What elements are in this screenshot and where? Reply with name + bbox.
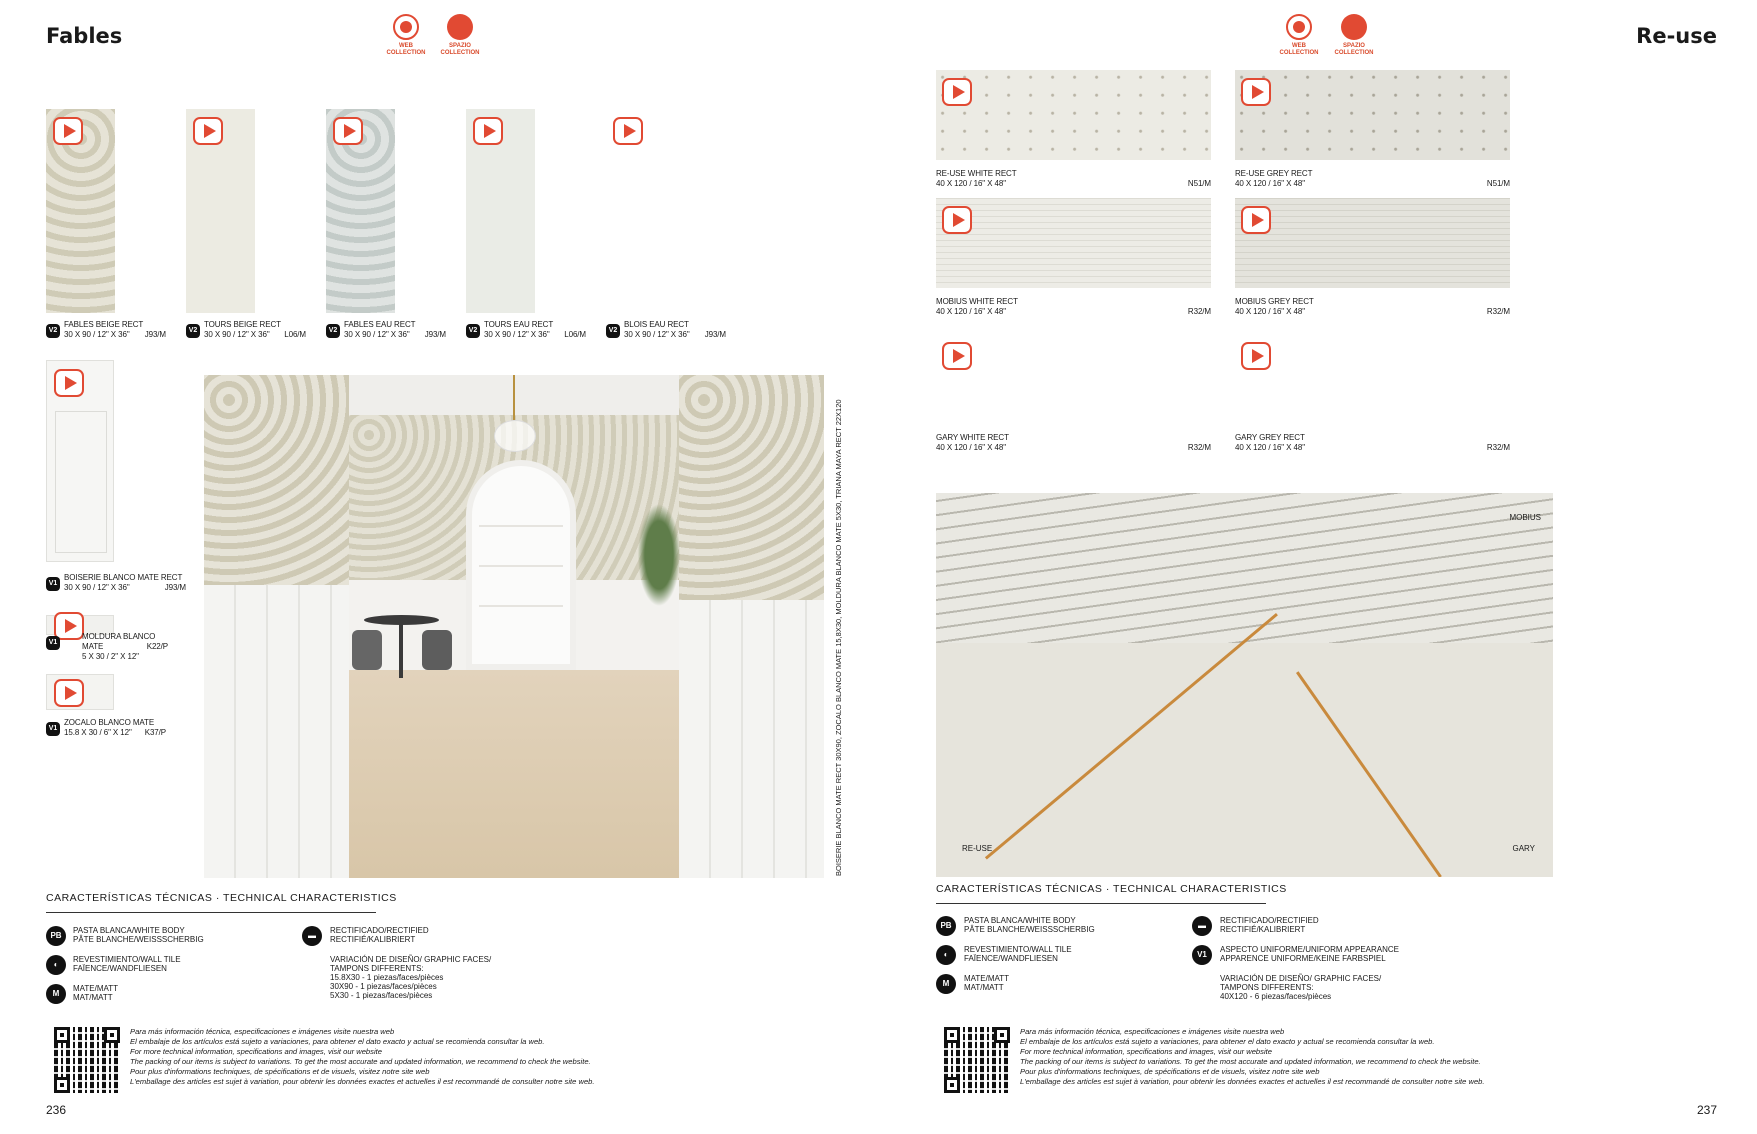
tile-code: K37/P [144,728,166,737]
tile-size: 30 X 90 / 12" X 36" [624,330,690,339]
note-line: L'emballage des articles est sujet à variation, pour obtenir les données exactes et actuelles il est recommandé de consulter notre site web. [130,1077,595,1086]
tile-caption [64,573,186,593]
page-title-fables: Fables [46,24,123,48]
boiserie-panel [55,411,107,553]
variation-line: VARIACIÓN DE DISEÑO/ GRAPHIC FACES/ [330,955,492,964]
wall-tile-icon: ◐ [936,945,956,965]
tech-text [1220,916,1319,934]
play-video-icon[interactable] [942,78,972,106]
page-number: 236 [46,1103,67,1117]
tile-fables-beige[interactable] [46,109,115,313]
tech-line: RECTIFIÉ/KALIBRIERT [330,935,416,944]
variation-badge: V1 [46,577,60,591]
note-line: Para más información técnica, especificaciones e imágenes visite nuestra web [1020,1027,1285,1036]
tile-name: RE-USE GREY RECT [1235,169,1313,178]
tile-size: 30 X 90 / 12" X 36" [204,330,270,339]
note-line: El embalaje de los artículos está sujeto a variaciones, para obtener el dato exacto y actual se recomienda consultar la web. [130,1037,545,1046]
spazio-collection-icon [1341,14,1367,40]
play-video-icon[interactable] [473,117,503,145]
tile-name: MOBIUS GREY RECT [1235,297,1314,306]
note-line: The packing of our items is subject to variations. To get the most accurate and updated information, we recommend to check the website. [1020,1057,1481,1066]
variation-badge: V1 [46,722,60,736]
spazio-collection-label: SPAZIO COLLECTION [1334,43,1374,56]
play-video-icon[interactable] [53,117,83,145]
footer-note [1020,1027,1550,1087]
play-video-icon[interactable] [942,206,972,234]
tech-line: FAÏENCE/WANDFLIESEN [964,954,1058,963]
variation-badge: V1 [46,636,60,650]
tile-zocalo-blanco[interactable] [46,674,114,710]
variation-line: TAMPONS DIFFERENTS: [1220,983,1314,992]
play-video-icon[interactable] [54,679,84,707]
footer-note [130,1027,650,1087]
tech-text [964,945,1072,963]
tile-size: 30 X 90 / 12" X 36" [64,583,130,592]
tile-caption [1235,169,1510,189]
variation-line: 5X30 - 1 piezas/faces/pièces [330,991,433,1000]
web-collection-icon [393,14,419,40]
tile-name: GARY WHITE RECT [936,433,1009,442]
tile-mobius-grey[interactable] [1235,198,1510,288]
play-video-icon[interactable] [942,342,972,370]
tile-name: MOBIUS WHITE RECT [936,297,1018,306]
tile-code: J93/M [424,330,446,339]
closeup-photo [936,493,1553,877]
rectified-icon: ▬ [1192,916,1212,936]
tech-line: PASTA BLANCA/WHITE BODY [73,926,185,935]
play-video-icon[interactable] [613,117,643,145]
play-video-icon[interactable] [1241,206,1271,234]
page-title-reuse: Re-use [1636,24,1717,48]
wall-tile-icon: ◐ [46,955,66,975]
tile-size: 30 X 90 / 12" X 36" [344,330,410,339]
tile-name: TOURS BEIGE RECT [204,320,281,329]
tech-line: MAT/MATT [964,983,1004,992]
note-line: Pour plus d'informations techniques, de spécifications et de visuels, visitez notre site web [1020,1067,1320,1076]
tile-tours-eau[interactable] [466,109,535,313]
variation-text [1220,974,1381,1001]
note-line: For more technical information, specifications and images, visit our website [1020,1047,1272,1056]
tech-line: ASPECTO UNIFORME/UNIFORM APPEARANCE [1220,945,1399,954]
variation-badge: V2 [186,324,200,338]
photo-label-reuse: RE-USE [962,844,993,853]
tile-size: 5 X 30 / 2" X 12" [82,652,139,661]
tile-caption [344,320,446,340]
tile-code: K22/P [146,642,168,651]
variation-line: 15.8X30 - 1 piezas/faces/pièces [330,973,444,982]
tile-caption [1235,433,1510,453]
tech-text [330,926,429,944]
tech-line: MAT/MATT [73,993,113,1002]
note-line: For more technical information, specifications and images, visit our website [130,1047,382,1056]
tile-blois-eau[interactable] [606,109,675,313]
note-line: The packing of our items is subject to variations. To get the most accurate and updated information, we recommend to check the website. [130,1057,591,1066]
tile-name: TOURS EAU RECT [484,320,554,329]
tile-mobius-white[interactable] [936,198,1211,288]
tech-line: REVESTIMIENTO/WALL TILE [73,955,181,964]
web-collection-label: WEB COLLECTION [1279,43,1319,56]
tile-name: BLOIS EAU RECT [624,320,689,329]
tech-text [73,926,204,944]
tile-code: R32/M [1187,307,1211,316]
tile-name: BOISERIE BLANCO MATE RECT [64,573,183,582]
play-video-icon[interactable] [333,117,363,145]
tile-size: 30 X 90 / 12" X 36" [64,330,130,339]
note-line: Pour plus d'informations techniques, de spécifications et de visuels, visitez notre site web [130,1067,430,1076]
tile-code: R32/M [1486,307,1510,316]
qr-code-icon[interactable] [944,1027,1010,1093]
play-video-icon[interactable] [1241,342,1271,370]
tile-caption [484,320,586,340]
tile-tours-beige[interactable] [186,109,255,313]
tile-code: L06/M [564,330,586,339]
tile-caption [64,320,166,340]
play-video-icon[interactable] [1241,78,1271,106]
web-collection-label: WEB COLLECTION [386,43,426,56]
matt-finish-icon: M [936,974,956,994]
tile-size: 40 X 120 / 16" X 48" [1235,307,1305,316]
tile-name: GARY GREY RECT [1235,433,1305,442]
tech-line: FAÏENCE/WANDFLIESEN [73,964,167,973]
web-collection-icon [1286,14,1312,40]
tile-caption [64,718,166,738]
note-line: El embalaje de los artículos está sujeto a variaciones, para obtener el dato exacto y actual se recomienda consultar la web. [1020,1037,1435,1046]
note-line: L'emballage des articles est sujet à variation, pour obtenir les données exactes et actuelles il est recommandé de consulter notre site web. [1020,1077,1485,1086]
tile-size: 30 X 90 / 12" X 36" [484,330,550,339]
spazio-collection-logo [1330,14,1378,57]
tile-size: 40 X 120 / 16" X 48" [936,179,1006,188]
tile-size: 40 X 120 / 16" X 48" [1235,179,1305,188]
page-number: 237 [1696,1103,1717,1117]
tile-name: FABLES BEIGE RECT [64,320,144,329]
tile-code: N51/M [1486,179,1510,188]
variation-line: 30X90 - 1 piezas/faces/pièces [330,982,437,991]
variation-line: 40X120 - 6 piezas/faces/pièces [1220,992,1332,1001]
tile-caption [204,320,306,340]
spazio-collection-label: SPAZIO COLLECTION [440,43,480,56]
tile-name: RE-USE WHITE RECT [936,169,1017,178]
uniform-appearance-icon: V1 [1192,945,1212,965]
tile-code: R32/M [1486,443,1510,452]
tile-name: FABLES EAU RECT [344,320,416,329]
variation-line: TAMPONS DIFFERENTS: [330,964,424,973]
variation-badge: V2 [326,324,340,338]
spazio-collection-icon [447,14,473,40]
tech-text [964,916,1095,934]
tech-section-title: CARACTERÍSTICAS TÉCNICAS · TECHNICAL CHARACTERISTICS [46,892,397,904]
tile-caption [936,433,1211,453]
variation-badge: V2 [606,324,620,338]
tile-reuse-white[interactable] [936,70,1211,160]
tech-line: MATE/MATT [73,984,119,993]
tech-line: RECTIFICADO/RECTIFIED [1220,916,1319,925]
tile-reuse-grey[interactable] [1235,70,1510,160]
variation-badge: V2 [46,324,60,338]
tile-size: 40 X 120 / 16" X 48" [936,443,1006,452]
tech-line: RECTIFICADO/RECTIFIED [330,926,429,935]
photo-label-gary: GARY [1512,844,1535,853]
web-collection-logo [382,14,430,57]
variation-text [330,955,491,1000]
note-line: Para más información técnica, especificaciones e imágenes visite nuestra web [130,1027,395,1036]
tech-text [964,974,1009,992]
tile-name: ZOCALO BLANCO MATE [64,718,155,727]
play-video-icon[interactable] [54,369,84,397]
tile-name: MOLDURA BLANCO MATE [82,632,156,651]
tech-text [73,955,181,973]
variation-badge: V2 [466,324,480,338]
rectified-icon: ▬ [302,926,322,946]
tech-text [1220,945,1399,963]
tech-section-title: CARACTERÍSTICAS TÉCNICAS · TECHNICAL CHARACTERISTICS [936,883,1287,895]
tile-code: R32/M [1187,443,1211,452]
tile-fables-eau[interactable] [326,109,395,313]
tile-caption [1235,297,1510,317]
tile-caption [936,297,1211,317]
tile-code: J93/M [144,330,166,339]
tile-code: L06/M [284,330,306,339]
white-body-icon: PB [936,916,956,936]
spazio-collection-logo [436,14,484,57]
photo-label-mobius: MOBIUS [1509,513,1541,522]
qr-code-icon[interactable] [54,1027,120,1093]
play-video-icon[interactable] [193,117,223,145]
tech-line: APPARENCE UNIFORME/KEINE FARBSPIEL [1220,954,1386,963]
white-body-icon: PB [46,926,66,946]
tile-caption [82,632,168,662]
vertical-caption: BOISERIE BLANCO MATE RECT 30X90, ZOCALO BLANCO MATE 15,8X30, MOLDURA BLANCO MATE 5X30, TRIANA MAYA RECT 22X120 [834,399,843,876]
vertical-caption-container [832,375,846,878]
tech-line: MATE/MATT [964,974,1010,983]
tech-line: REVESTIMIENTO/WALL TILE [964,945,1072,954]
tile-code: N51/M [1187,179,1211,188]
tile-size: 15.8 X 30 / 6" X 12" [64,728,132,737]
tile-caption [936,169,1211,189]
room-photo [204,375,824,878]
tile-size: 40 X 120 / 16" X 48" [1235,443,1305,452]
tech-line: RECTIFIÉ/KALIBRIERT [1220,925,1306,934]
web-collection-logo [1275,14,1323,57]
matt-finish-icon: M [46,984,66,1004]
tile-code: J93/M [164,583,186,592]
tech-text [73,984,118,1002]
tech-line: PÂTE BLANCHE/WEISSSCHERBIG [73,935,204,944]
tile-boiserie-blanco[interactable] [46,360,114,562]
variation-line: VARIACIÓN DE DISEÑO/ GRAPHIC FACES/ [1220,974,1382,983]
play-video-icon[interactable] [54,612,84,640]
tile-code: J93/M [704,330,726,339]
tile-size: 40 X 120 / 16" X 48" [936,307,1006,316]
tech-line: PASTA BLANCA/WHITE BODY [964,916,1076,925]
tile-caption [624,320,726,340]
tech-line: PÂTE BLANCHE/WEISSSCHERBIG [964,925,1095,934]
tile-gary-grey[interactable] [1235,334,1510,424]
tile-gary-white[interactable] [936,334,1211,424]
